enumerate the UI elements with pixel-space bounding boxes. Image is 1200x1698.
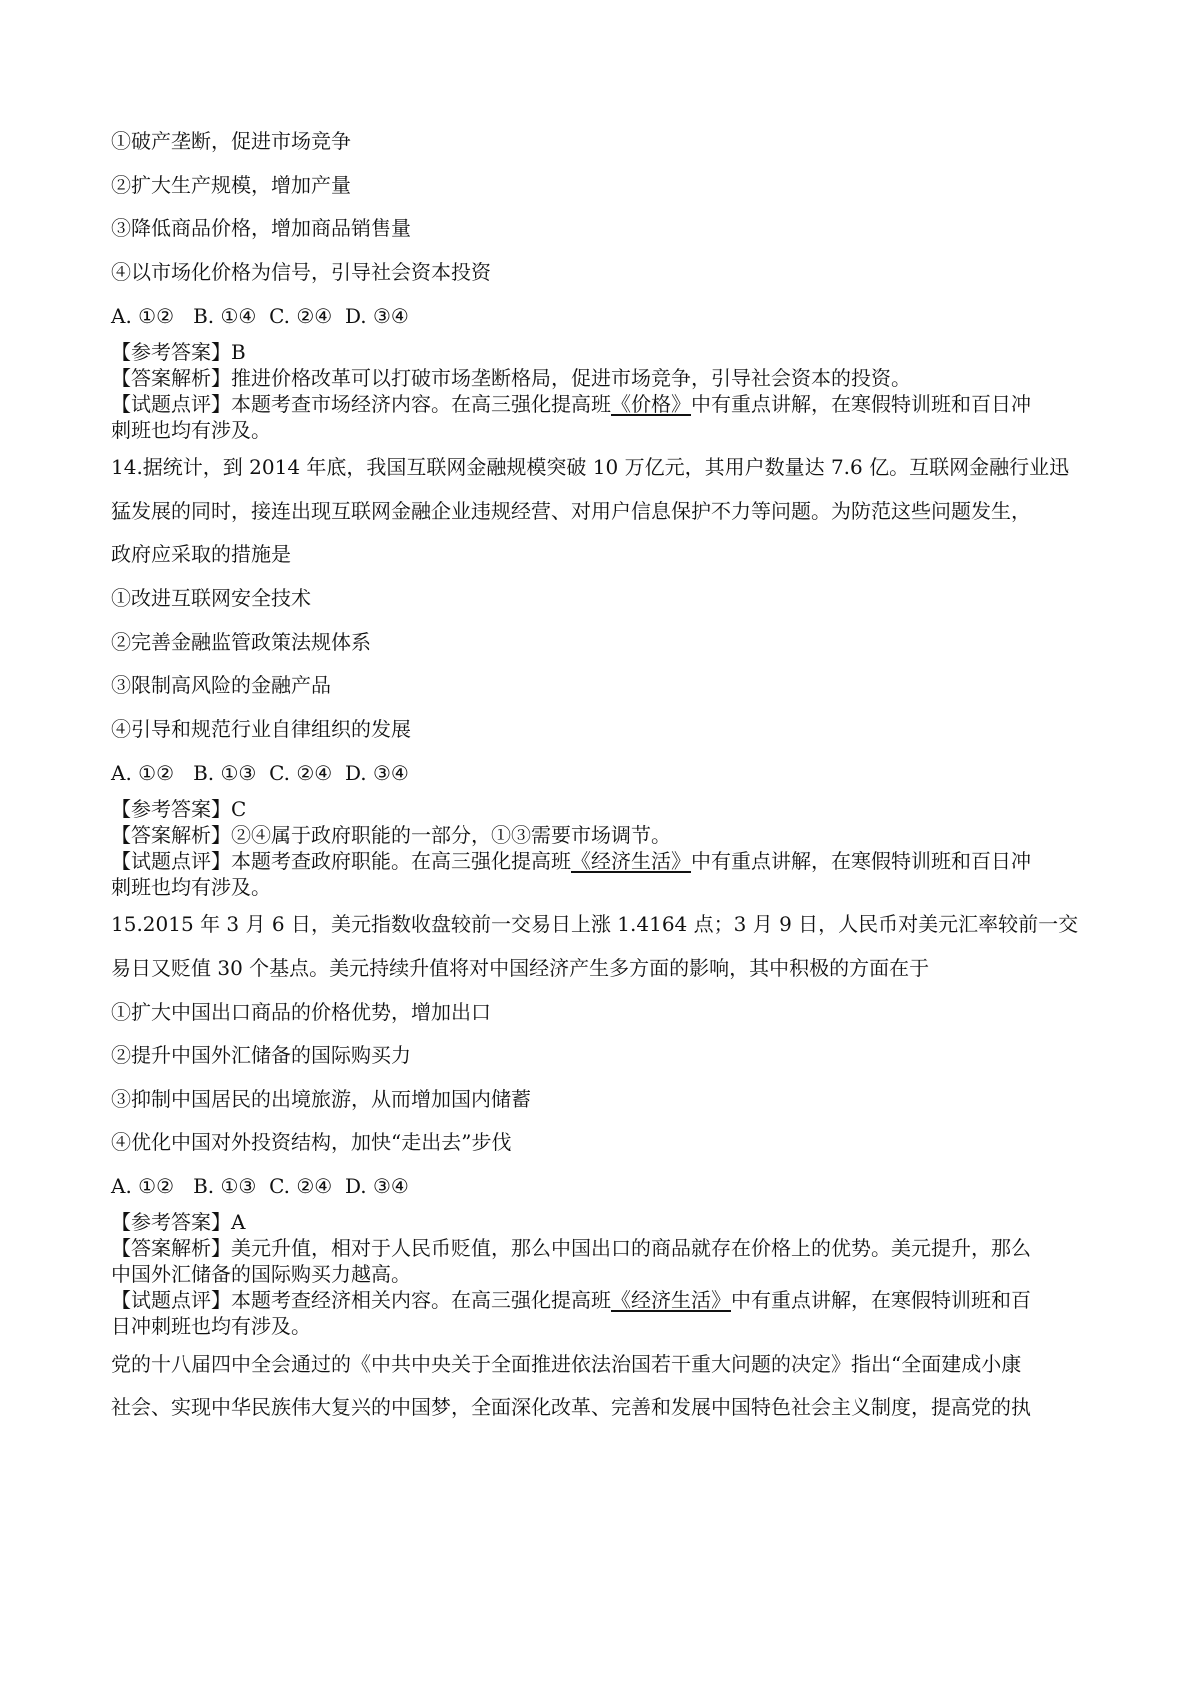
- q14-comment-text: 【试题点评】本题考查政府职能。在高三强化提高班: [111, 849, 571, 873]
- q15-stem-1: 15.2015 年 3 月 6 日，美元指数收盘较前一交易日上涨 1.4164 点；3 月 9 日，人民币对美元汇率较前一交: [111, 912, 1079, 936]
- q15-answer: 【参考答案】A: [111, 1210, 246, 1234]
- q14-comment: [111, 847, 1031, 875]
- q15-comment-cont: 日冲刺班也均有涉及。: [111, 1314, 311, 1338]
- q14-stem-2: 猛发展的同时，接连出现互联网金融企业违规经营、对用户信息保护不力等问题。为防范这些问题发生，: [111, 499, 1031, 523]
- q13-answer: 【参考答案】B: [111, 340, 246, 364]
- q14-comment-cont: 刺班也均有涉及。: [111, 875, 271, 899]
- q14-choices: A. ①② B. ①③ C. ②④ D. ③④: [111, 761, 409, 785]
- q13-option-4: ④以市场化价格为信号，引导社会资本投资: [111, 260, 491, 284]
- q15-option-2: ②提升中国外汇储备的国际购买力: [111, 1043, 411, 1067]
- q14-answer: 【参考答案】C: [111, 797, 247, 821]
- q13-analysis: 【答案解析】推进价格改革可以打破市场垄断格局，促进市场竞争，引导社会资本的投资。: [111, 366, 911, 390]
- q15-choices: A. ①② B. ①③ C. ②④ D. ③④: [111, 1174, 409, 1198]
- q14-analysis: 【答案解析】②④属于政府职能的一部分，①③需要市场调节。: [111, 823, 671, 847]
- q14-comment-text-2: 中有重点讲解，在寒假特训班和百日冲: [691, 849, 1031, 873]
- q16-stem-1: 党的十八届四中全会通过的《中共中央关于全面推进依法治国若干重大问题的决定》指出“全面建成小康: [111, 1352, 1022, 1376]
- q13-option-1: ①破产垄断，促进市场竞争: [111, 129, 351, 153]
- q15-comment-text-2: 中有重点讲解，在寒假特训班和百: [731, 1288, 1031, 1312]
- q15-comment: [111, 1286, 1031, 1314]
- q14-stem-1: 14.据统计，到 2014 年底，我国互联网金融规模突破 10 万亿元，其用户数量达 7.6 亿。互联网金融行业迅: [111, 455, 1070, 479]
- q15-stem-2: 易日又贬值 30 个基点。美元持续升值将对中国经济产生多方面的影响，其中积极的方面在于: [111, 956, 930, 980]
- q13-comment-book: 《价格》: [611, 392, 691, 416]
- q15-option-3: ③抑制中国居民的出境旅游，从而增加国内储蓄: [111, 1087, 531, 1111]
- q13-comment-text-2: 中有重点讲解，在寒假特训班和百日冲: [691, 392, 1031, 416]
- q13-option-3: ③降低商品价格，增加商品销售量: [111, 216, 411, 240]
- q15-comment-text: 【试题点评】本题考查经济相关内容。在高三强化提高班: [111, 1288, 611, 1312]
- q13-comment-cont: 刺班也均有涉及。: [111, 418, 271, 442]
- q15-analysis-1: 【答案解析】美元升值，相对于人民币贬值，那么中国出口的商品就存在价格上的优势。美元提升，那么: [111, 1236, 1031, 1260]
- q14-option-1: ①改进互联网安全技术: [111, 586, 311, 610]
- q16-stem-2: 社会、实现中华民族伟大复兴的中国梦，全面深化改革、完善和发展中国特色社会主义制度，提高党的执: [111, 1395, 1031, 1419]
- q15-analysis-2: 中国外汇储备的国际购买力越高。: [111, 1262, 411, 1286]
- q14-option-2: ②完善金融监管政策法规体系: [111, 630, 371, 654]
- q14-stem-3: 政府应采取的措施是: [111, 542, 291, 566]
- q13-comment: [111, 390, 1031, 418]
- q14-option-3: ③限制高风险的金融产品: [111, 673, 331, 697]
- q13-choices: A. ①② B. ①④ C. ②④ D. ③④: [111, 304, 409, 328]
- q15-option-1: ①扩大中国出口商品的价格优势，增加出口: [111, 1000, 491, 1024]
- q13-option-2: ②扩大生产规模，增加产量: [111, 173, 351, 197]
- q14-option-4: ④引导和规范行业自律组织的发展: [111, 717, 411, 741]
- q15-comment-book: 《经济生活》: [611, 1288, 731, 1312]
- q15-option-4: ④优化中国对外投资结构，加快“走出去”步伐: [111, 1130, 512, 1154]
- q13-comment-text: 【试题点评】本题考查市场经济内容。在高三强化提高班: [111, 392, 611, 416]
- q14-comment-book: 《经济生活》: [571, 849, 691, 873]
